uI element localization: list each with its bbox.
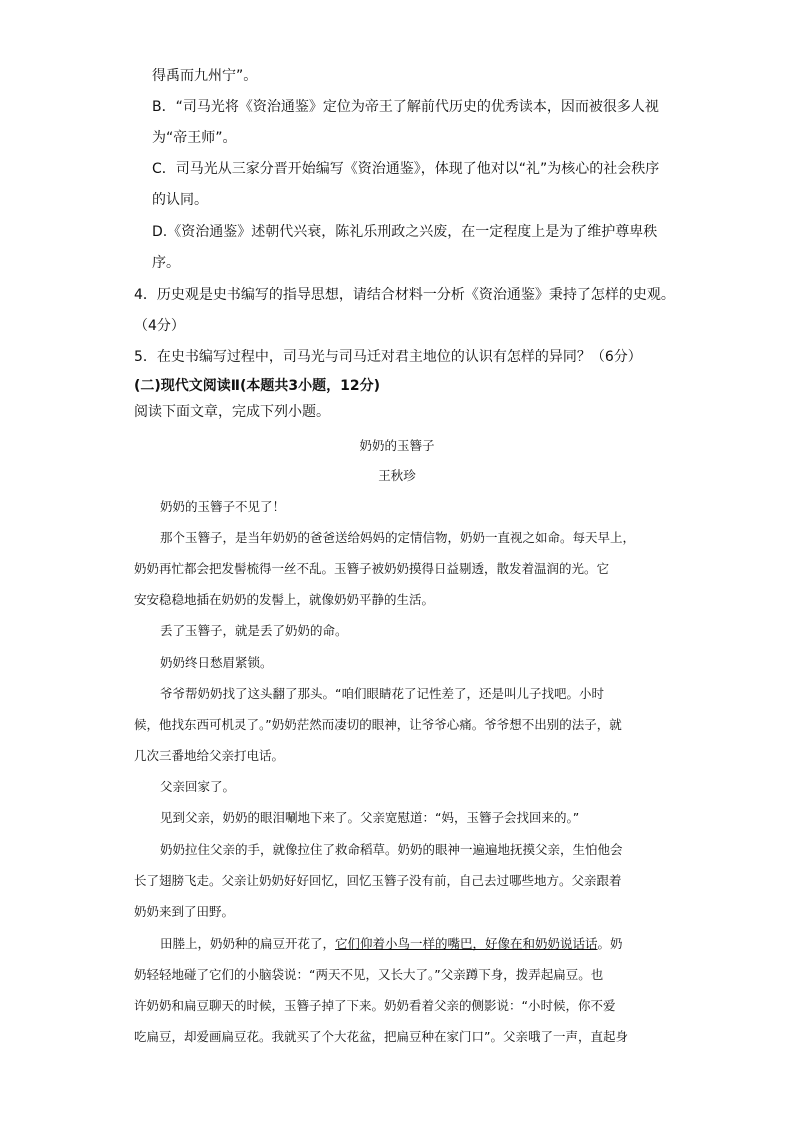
option-a-continuation: 得禹而九州宁”。 xyxy=(152,68,258,84)
paragraph-5-line-2: 候，他找东西可机灵了。”奶奶茫然而凄切的眼神，让爷爷心痛。爷爷想不出别的法子，就 xyxy=(134,717,622,732)
option-c-line-2: 的认同。 xyxy=(152,192,208,208)
paragraph-2-line-2: 奶奶再忙都会把发髻梳得一丝不乱。玉簪子被奶奶摸得日益剔透，散发着温润的光。它 xyxy=(134,561,610,576)
option-d-line-1: D.《资治通鉴》述朝代兴衰，陈礼乐刑政之兴废，在一定程度上是为了维护尊卑秩 xyxy=(152,224,658,240)
option-b-line-2: 为“帝王师”。 xyxy=(152,130,237,146)
question-4-line-1: 4．历史观是史书编写的指导思想，请结合材料一分析《资治通鉴》秉持了怎样的史观。 xyxy=(134,287,675,303)
option-d-line-2: 序。 xyxy=(152,255,180,271)
paragraph-8-line-3: 奶奶来到了田野。 xyxy=(134,904,235,919)
section-heading: (二)现代文阅读Ⅱ(本题共3小题，12分) xyxy=(134,378,381,394)
paragraph-9-line-3: 许奶奶和扁豆聊天的时候，玉簪子掉了下来。奶奶看着父亲的侧影说：“小时候，你不爱 xyxy=(134,998,616,1013)
paragraph-9-text-b: 。奶 xyxy=(597,936,623,951)
paragraph-1: 奶奶的玉簪子不见了！ xyxy=(160,499,286,514)
paragraph-3: 丢了玉簪子，就是丢了奶奶的命。 xyxy=(160,623,348,638)
paragraph-5-line-1: 爷爷帮奶奶找了这头翻了那头。“咱们眼睛花了记性差了，还是叫儿子找吧。小时 xyxy=(160,686,604,701)
paragraph-2-line-1: 那个玉簪子，是当年奶奶的爸爸送给妈妈的定情信物，奶奶一直视之如命。每天早上， xyxy=(160,530,636,545)
section-instruction: 阅读下面文章，完成下列小题。 xyxy=(134,404,330,420)
option-b-line-1: B．“司马光将《资治通鉴》定位为帝王了解前代历史的优秀读本，因而被很多人视 xyxy=(152,99,659,115)
article-author: 王秋珍 xyxy=(378,468,416,483)
article-title: 奶奶的玉簪子 xyxy=(359,438,435,453)
paragraph-9-text-a: 田塍上，奶奶种的扁豆开花了， xyxy=(160,936,336,951)
paragraph-9-line-2: 奶轻轻地碰了它们的小脑袋说：“两天不见，又长大了。”父亲蹲下身，拨弄起扁豆。也 xyxy=(134,967,604,982)
paragraph-8-line-1: 奶奶拉住父亲的手，就像拉住了救命稻草。奶奶的眼神一遍遍地抚摸父亲，生怕他会 xyxy=(160,842,623,857)
question-5: 5．在史书编写过程中，司马光与司马迁对君主地位的认识有怎样的异同？（6分） xyxy=(134,349,642,365)
paragraph-6: 父亲回家了。 xyxy=(160,779,236,794)
option-c-line-1: C．司马光从三家分晋开始编写《资治通鉴》，体现了他对以“礼”为核心的社会秩序 xyxy=(152,161,660,177)
paragraph-2-line-3: 安安稳稳地插在奶奶的发髻上，就像奶奶平静的生活。 xyxy=(134,592,435,607)
underlined-sentence: 它们仰着小鸟一样的嘴巴，好像在和奶奶说话话 xyxy=(335,936,598,951)
paragraph-9-line-4: 吃扁豆，却爱画扁豆花。我就买了个大花盆，把扁豆种在家门口”。父亲哦了一声，直起身 xyxy=(134,1029,628,1044)
question-4-line-2: （4分） xyxy=(134,318,185,334)
paragraph-7: 见到父亲，奶奶的眼泪唰地下来了。父亲宽慰道：“妈，玉簪子会找回来的。” xyxy=(160,810,580,825)
paragraph-4: 奶奶终日愁眉紧锁。 xyxy=(160,655,273,670)
paragraph-8-line-2: 长了翅膀飞走。父亲让奶奶好好回忆，回忆玉簪子没有前，自己去过哪些地方。父亲跟着 xyxy=(134,873,622,888)
paragraph-9-line-1 xyxy=(160,934,623,954)
paragraph-5-line-3: 几次三番地给父亲打电话。 xyxy=(134,748,285,763)
